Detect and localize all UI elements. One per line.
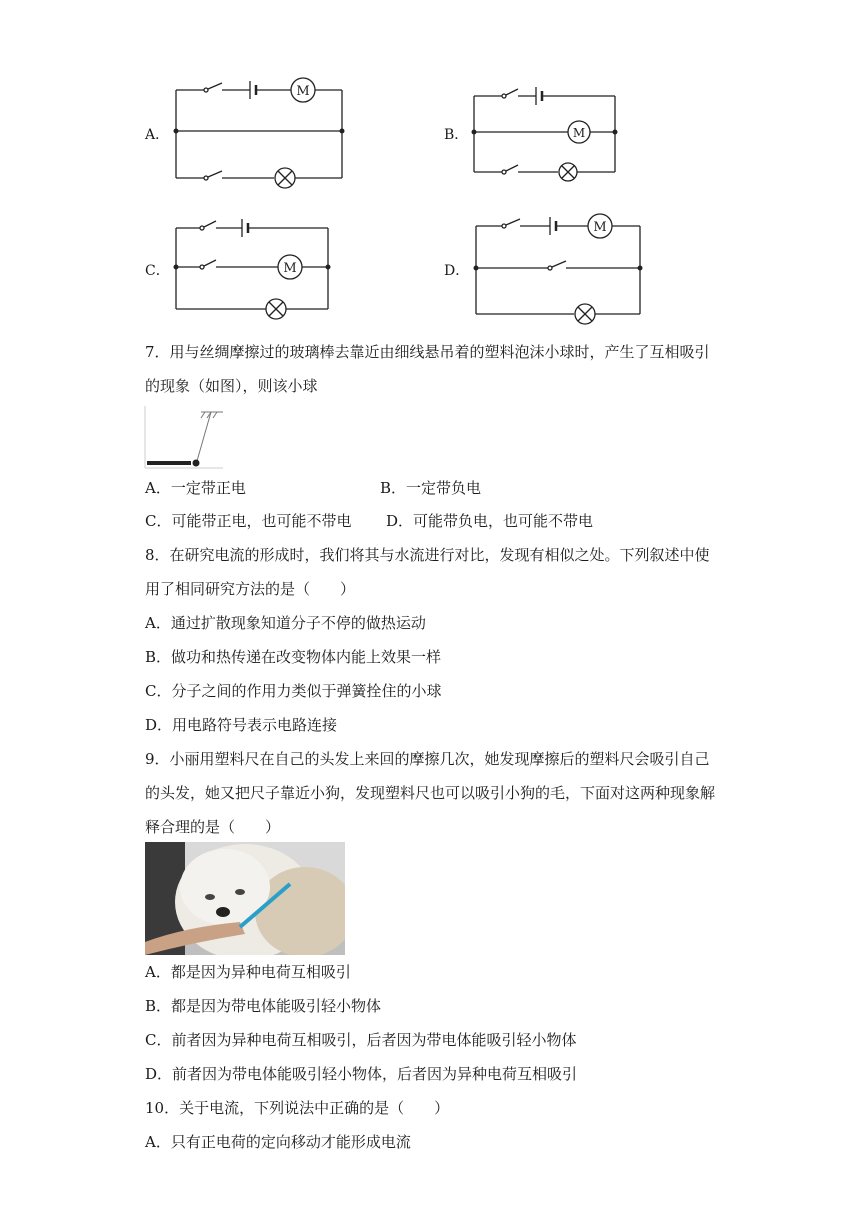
circuit-diagram-c	[170, 214, 336, 320]
q8-option-d[interactable]: D．用电路符号表示电路连接	[145, 716, 338, 734]
circuit-diagram-b	[468, 82, 623, 182]
q8-stem-line2: 用了相同研究方法的是（ ）	[145, 580, 356, 598]
dog-ruler-photo	[145, 842, 345, 955]
circuit-diagram-d	[470, 210, 650, 328]
option-a-label: A．	[145, 127, 170, 143]
q8-option-a[interactable]: A．通过扩散现象知道分子不停的做热运动	[145, 614, 426, 632]
q10-stem-line1: 10．关于电流，下列说法中正确的是（ ）	[145, 1099, 450, 1117]
q8-stem-line1: 8．在研究电流的形成时，我们将其与水流进行对比，发现有相似之处。下列叙述中使	[145, 546, 710, 564]
motor-label-b: M	[572, 126, 586, 140]
q9-stem-line3: 释合理的是（ ）	[145, 818, 281, 836]
q9-option-b[interactable]: B．都是因为带电体能吸引轻小物体	[145, 997, 382, 1015]
motor-label-c: M	[283, 261, 297, 276]
pendulum-ball-figure	[145, 406, 225, 470]
option-b-label: B．	[444, 127, 469, 143]
q9-option-d[interactable]: D．前者因为带电体能吸引轻小物体，后者因为异种电荷互相吸引	[145, 1065, 578, 1083]
q7-option-a[interactable]: A．一定带正电	[145, 479, 246, 497]
motor-label-a: M	[296, 84, 310, 99]
q7-stem-line2: 的现象（如图），则该小球	[145, 377, 318, 395]
q7-option-c[interactable]: C．可能带正电，也可能不带电	[145, 512, 352, 530]
circuit-diagram-a	[170, 74, 350, 190]
q9-option-c[interactable]: C．前者因为异种电荷互相吸引，后者因为带电体能吸引轻小物体	[145, 1031, 577, 1049]
q8-option-c[interactable]: C．分子之间的作用力类似于弹簧拴住的小球	[145, 682, 442, 700]
option-d-label: D．	[444, 263, 470, 279]
q9-stem-line2: 的头发，她又把尺子靠近小狗，发现塑料尺也可以吸引小狗的毛，下面对这两种现象解	[145, 784, 716, 802]
q9-stem-line1: 9．小丽用塑料尺在自己的头发上来回的摩擦几次，她发现摩擦后的塑料尺会吸引自己	[145, 750, 710, 768]
q7-option-b[interactable]: B．一定带负电	[380, 479, 482, 497]
q8-option-b[interactable]: B．做功和热传递在改变物体内能上效果一样	[145, 648, 442, 666]
motor-label-d: M	[593, 220, 607, 235]
q7-option-d[interactable]: D．可能带负电，也可能不带电	[386, 512, 594, 530]
option-c-label: C．	[145, 263, 170, 279]
q7-stem-line1: 7．用与丝绸摩擦过的玻璃棒去靠近由细线悬吊着的塑料泡沫小球时，产生了互相吸引	[145, 343, 710, 361]
q9-option-a[interactable]: A．都是因为异种电荷互相吸引	[145, 963, 351, 981]
q10-option-a[interactable]: A．只有正电荷的定向移动才能形成电流	[145, 1133, 411, 1151]
foam-ball	[193, 460, 200, 467]
